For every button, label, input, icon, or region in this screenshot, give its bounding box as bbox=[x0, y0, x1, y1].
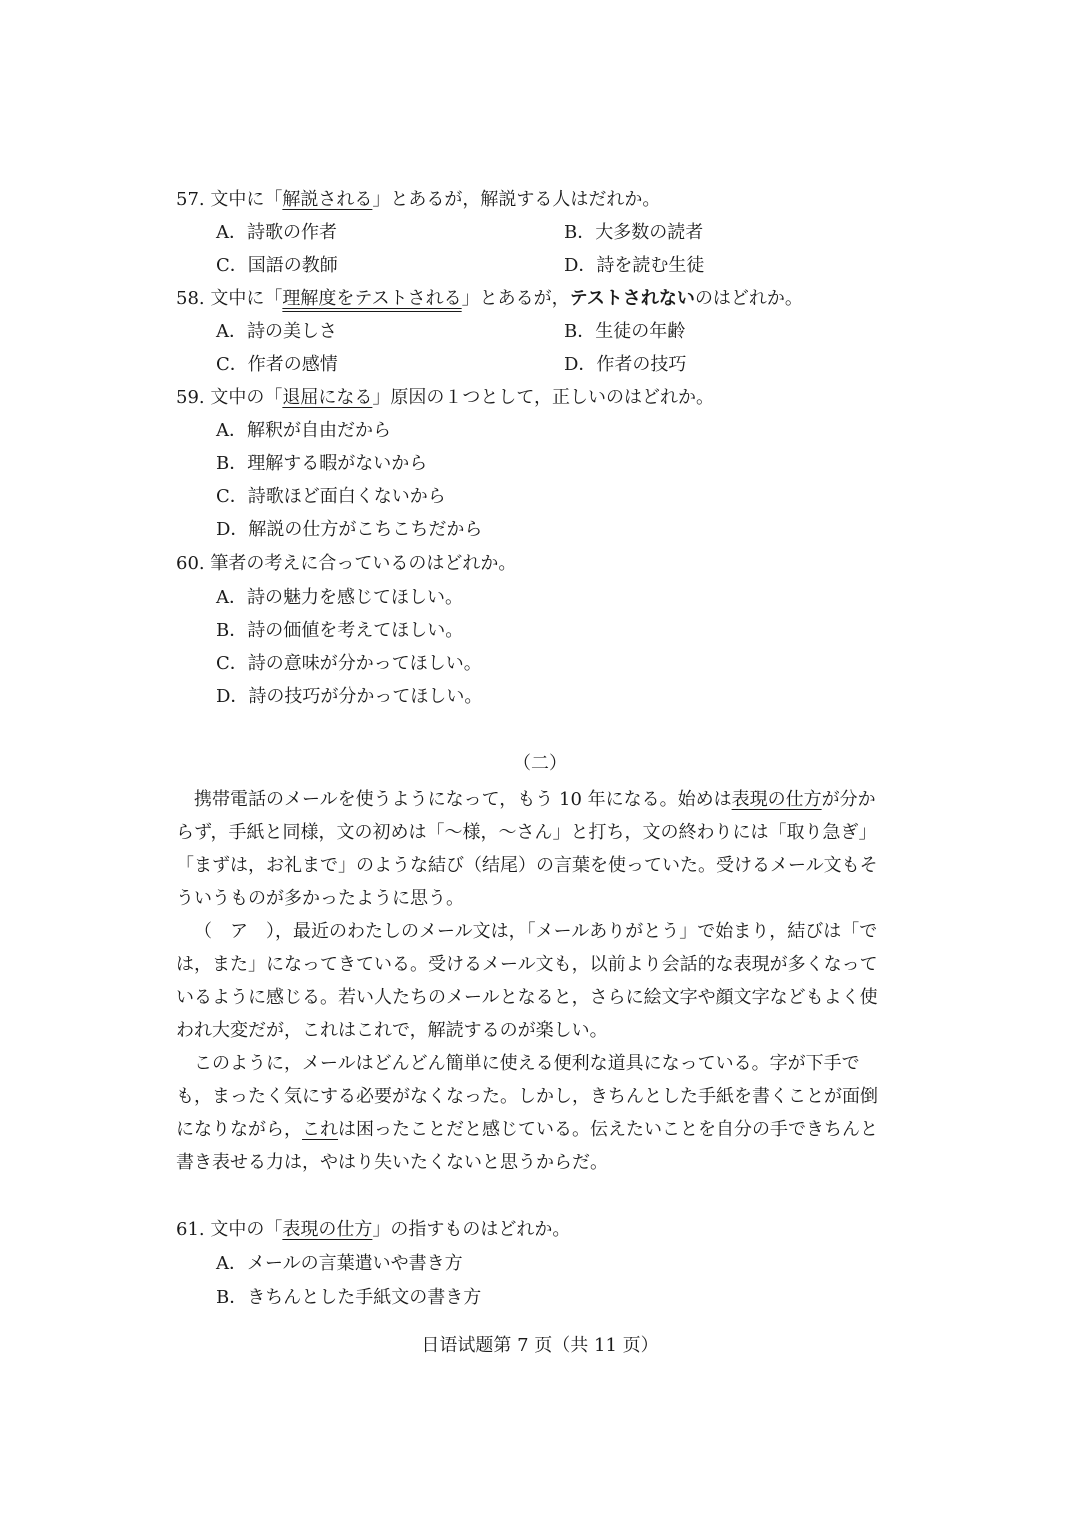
question-number: 60. bbox=[176, 553, 205, 574]
question-text-post: 」の指すものはどれか。 bbox=[372, 1219, 571, 1240]
question-59 bbox=[176, 389, 714, 407]
passage-paragraph-1: 携帯電話のメールを使うようになって，もう 10 年になる。始めは表現の仕方が分からず，手紙と同様，文の初めは「～様，～さん」と打ち，文の終わりには「取り急ぎ」「まずは，お礼まで」のような結び（结尾）の言葉を使っていた。受けるメール文もそういうものが多かったように思う。 bbox=[176, 789, 878, 909]
option-57-c: C．国語の教師 bbox=[216, 255, 338, 276]
question-text-pre: 文中の「 bbox=[210, 1219, 283, 1240]
underlined-phrase: 退屈になる bbox=[282, 387, 373, 408]
underlined-phrase: これ bbox=[302, 1119, 338, 1140]
option-60-b: B．詩の価値を考えてほしい。 bbox=[216, 620, 464, 641]
underlined-phrase: 表現の仕方 bbox=[731, 789, 822, 810]
option-60-c: C．詩の意味が分かってほしい。 bbox=[216, 653, 482, 674]
underlined-phrase: 解説される bbox=[282, 189, 373, 210]
question-number: 58. bbox=[176, 288, 205, 309]
question-61 bbox=[176, 1221, 570, 1239]
question-text-post: 」とあるが，解説する人はだれか。 bbox=[372, 189, 661, 210]
question-60 bbox=[176, 555, 516, 573]
option-60-d: D．詩の技巧が分かってほしい。 bbox=[216, 686, 483, 707]
question-text-pre: 文中に「 bbox=[210, 288, 283, 309]
question-text: 筆者の考えに合っているのはどれか。 bbox=[210, 553, 517, 574]
question-number: 57. bbox=[176, 189, 205, 210]
question-text-pre: 文中の「 bbox=[210, 387, 283, 408]
section-heading: （二） bbox=[513, 753, 567, 774]
question-text-post: のはどれか。 bbox=[694, 288, 803, 309]
option-60-a: A．詩の魅力を感じてほしい。 bbox=[216, 587, 463, 608]
option-58-c: C．作者の感情 bbox=[216, 354, 338, 375]
option-59-d: D．解説の仕方がこちこちだから bbox=[216, 519, 483, 540]
option-57-d: D．詩を読む生徒 bbox=[564, 255, 705, 276]
question-57 bbox=[176, 191, 660, 209]
page-footer: 日语试题第 7 页（共 11 页） bbox=[421, 1335, 659, 1356]
underlined-phrase: 表現の仕方 bbox=[282, 1219, 373, 1240]
question-number: 59. bbox=[176, 387, 205, 408]
option-59-a: A．解釈が自由だから bbox=[216, 420, 391, 441]
underlined-phrase: 理解度をテストされる bbox=[282, 288, 462, 309]
question-number: 61. bbox=[176, 1219, 205, 1240]
question-text-mid: 」とあるが， bbox=[461, 288, 570, 309]
option-58-d: D．作者の技巧 bbox=[564, 354, 687, 375]
passage-paragraph-3: このように，メールはどんどん簡単に使える便利な道具になっている。字が下手でも，まったく気にする必要がなくなった。しかし，きちんとした手紙を書くことが面倒になりながら，これは困ったことだと感じている。伝えたいことを自分の手できちんと書き表せる力は，やはり失いたくないと思うからだ。 bbox=[176, 1053, 878, 1173]
question-58 bbox=[176, 290, 803, 308]
option-58-a: A．詩の美しさ bbox=[216, 321, 337, 342]
option-59-c: C．詩歌ほど面白くないから bbox=[216, 486, 446, 507]
option-57-a: A．詩歌の作者 bbox=[216, 222, 337, 243]
option-61-b: B．きちんとした手紙文の書き方 bbox=[216, 1287, 482, 1308]
question-text-post: 」原因の１つとして，正しいのはどれか。 bbox=[372, 387, 715, 408]
option-58-b: B．生徒の年齢 bbox=[564, 321, 686, 342]
bold-phrase: テストされない bbox=[569, 288, 695, 309]
passage-paragraph-2: （ ア ），最近のわたしのメール文は，「メールありがとう」で始まり，結びは「では，また」になってきている。受けるメール文も，以前より会話的な表現が多くなっているように感じる。若い人たちのメールとなると，さらに絵文字や顔文字などもよく使われ大変だが，これはこれで，解読するのが楽しい。 bbox=[176, 921, 878, 1041]
option-57-b: B．大多数の読者 bbox=[564, 222, 704, 243]
question-text-pre: 文中に「 bbox=[210, 189, 283, 210]
option-59-b: B．理解する暇がないから bbox=[216, 453, 428, 474]
option-61-a: A．メールの言葉遣いや書き方 bbox=[216, 1253, 463, 1274]
